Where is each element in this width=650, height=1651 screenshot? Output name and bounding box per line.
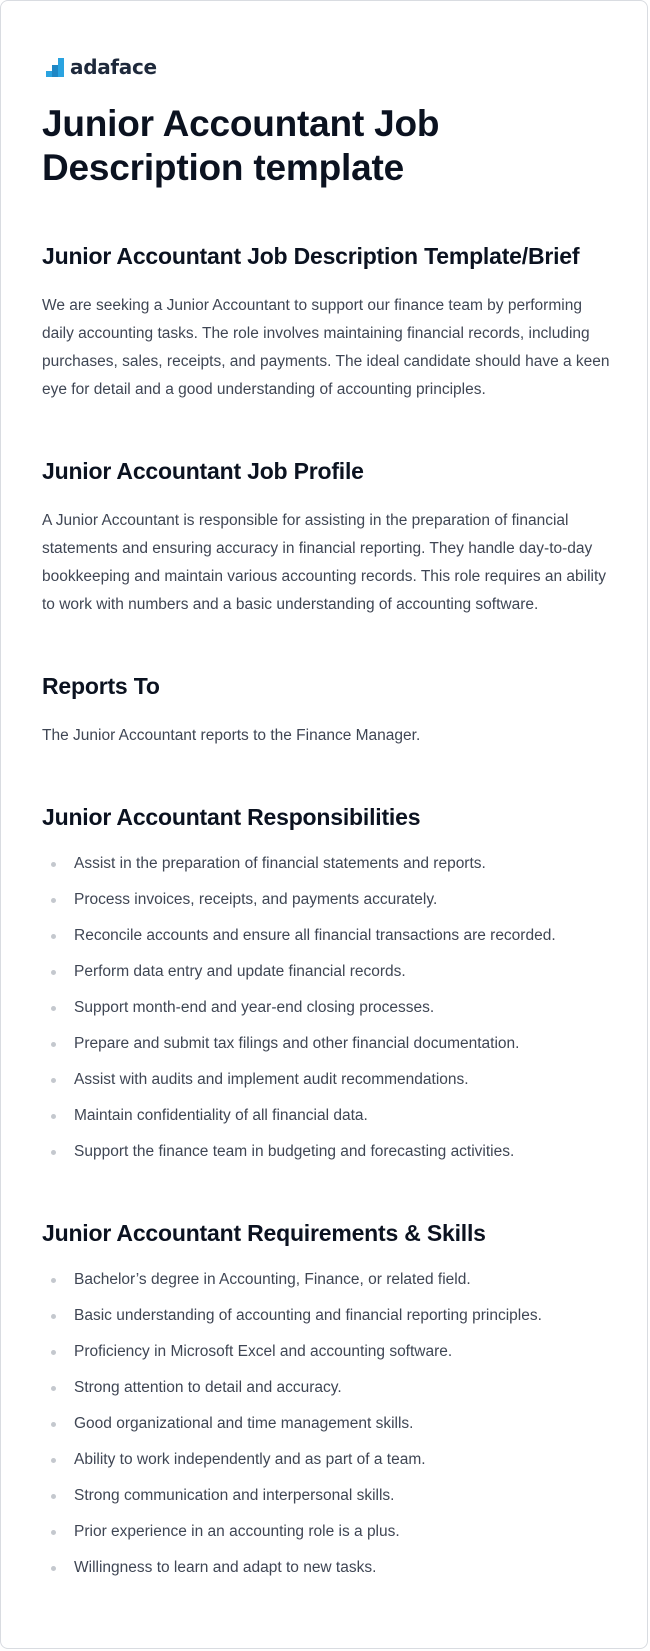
profile-heading: Junior Accountant Job Profile bbox=[42, 458, 364, 484]
brand-name: adaface bbox=[70, 55, 157, 79]
list-item: Prior experience in an accounting role is a plus. bbox=[42, 1514, 612, 1550]
list-item: Prepare and submit tax filings and other financial documentation. bbox=[42, 1026, 612, 1062]
profile-text: A Junior Accountant is responsible for assisting in the preparation of financial statements and ensuring accuracy in financial reporting. They handle day-to-day bookkeeping and maintain various accounting records. This role requires an ability to work with numbers and a basic understanding of accounting software. bbox=[42, 512, 607, 613]
list-item: Assist in the preparation of financial statements and reports. bbox=[42, 846, 612, 882]
document-content bbox=[42, 53, 612, 1586]
list-item: Good organizational and time management skills. bbox=[42, 1406, 612, 1442]
list-item: Process invoices, receipts, and payments accurately. bbox=[42, 882, 612, 918]
list-item: Basic understanding of accounting and financial reporting principles. bbox=[42, 1298, 612, 1334]
list-item: Reconcile accounts and ensure all financial transactions are recorded. bbox=[42, 918, 612, 954]
list-item: Strong attention to detail and accuracy. bbox=[42, 1370, 612, 1406]
bar-chart-logo-icon bbox=[46, 58, 65, 77]
list-item: Perform data entry and update financial records. bbox=[42, 954, 612, 990]
list-item: Strong communication and interpersonal skills. bbox=[42, 1478, 612, 1514]
list-item: Support month-end and year-end closing processes. bbox=[42, 990, 612, 1026]
brand-logo[interactable] bbox=[42, 53, 612, 81]
list-item: Assist with audits and implement audit recommendations. bbox=[42, 1062, 612, 1098]
requirements-heading: Junior Accountant Requirements & Skills bbox=[42, 1220, 486, 1246]
brief-text: We are seeking a Junior Accountant to support our finance team by performing daily accounting tasks. The role involves maintaining financial records, including purchases, sales, receipts, and payments. The ideal candidate should have a keen eye for detail and a good understanding of accounting principles. bbox=[42, 297, 610, 398]
requirements-list bbox=[42, 1262, 612, 1586]
list-item: Bachelor’s degree in Accounting, Finance, or related field. bbox=[42, 1262, 612, 1298]
page-title: Junior Accountant Job Description template bbox=[42, 103, 440, 188]
brief-heading: Junior Accountant Job Description Template/Brief bbox=[42, 243, 580, 269]
list-item: Willingness to learn and adapt to new tasks. bbox=[42, 1550, 612, 1586]
list-item: Proficiency in Microsoft Excel and accounting software. bbox=[42, 1334, 612, 1370]
list-item: Support the finance team in budgeting and forecasting activities. bbox=[42, 1134, 612, 1170]
reports-to-heading: Reports To bbox=[42, 673, 160, 699]
list-item: Maintain confidentiality of all financial data. bbox=[42, 1098, 612, 1134]
reports-to-text: The Junior Accountant reports to the Finance Manager. bbox=[42, 727, 421, 744]
responsibilities-list bbox=[42, 846, 612, 1170]
list-item: Ability to work independently and as part of a team. bbox=[42, 1442, 612, 1478]
responsibilities-heading: Junior Accountant Responsibilities bbox=[42, 804, 421, 830]
